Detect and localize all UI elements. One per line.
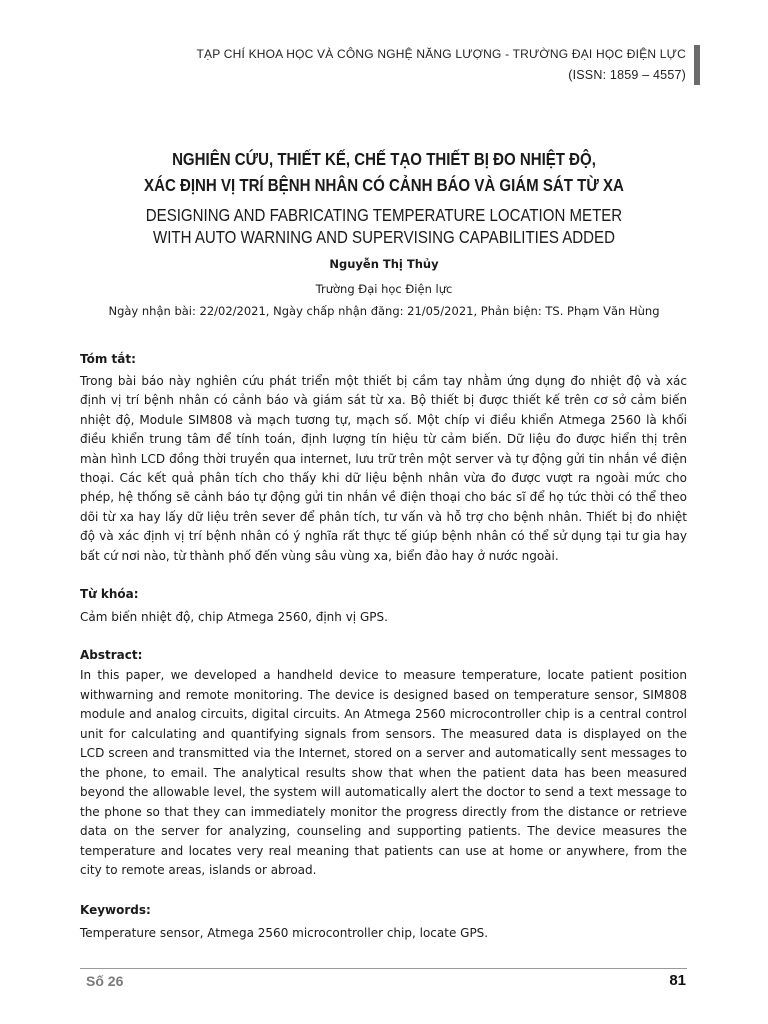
- summary-heading-vi: Tóm tắt:: [80, 352, 136, 366]
- title-vi-line1: NGHIÊN CỨU, THIẾT KẾ, CHẾ TẠO THIẾT BỊ ĐO NHIỆT ĐỘ,: [172, 149, 596, 169]
- journal-header: [197, 46, 686, 85]
- keywords-text-en: Temperature sensor, Atmega 2560 microcontroller chip, locate GPS.: [80, 926, 489, 940]
- footer-divider: [80, 968, 687, 969]
- keywords-heading-vi: Từ khóa:: [80, 587, 139, 601]
- title-en-line1: DESIGNING AND FABRICATING TEMPERATURE LOCATION METER: [145, 205, 623, 225]
- title-en-line2: WITH AUTO WARNING AND SUPERVISING CAPABILITIES ADDED: [153, 227, 615, 247]
- keywords-heading-en: Keywords:: [80, 903, 151, 917]
- abstract-section: [80, 646, 687, 881]
- page-number: 81: [669, 972, 686, 989]
- keywords-text-vi: Cảm biến nhiệt độ, chip Atmega 2560, định vị GPS.: [80, 610, 388, 624]
- submission-dates: Ngày nhận bài: 22/02/2021, Ngày chấp nhận đăng: 21/05/2021, Phản biện: TS. Phạm Văn Hùng: [108, 304, 660, 318]
- header-accent-bar: [694, 45, 700, 85]
- journal-issn: (ISSN: 1859 – 4557): [568, 68, 686, 82]
- abstract-text: In this paper, we developed a handheld device to measure temperature, locate patient position withwarning and remote monitoring. The device is designed based on temperature sensor, SIM808 module and analog circuits, digital circuits. An Atmega 2560 microcontroller chip is a central control unit for calculating and quantifying signals from sensors. The measured data is displayed on the LCD screen and transmitted via the Internet, stored on a server and automatically sent messages to the phone, to email. The analytical results show that when the patient data has been measured beyond the allowable level, the system will automatically alert the doctor to send a text message to the phone so that they can immediately monitor the progress directly from the distance or retrieve data on the server for analyzing, counseling and supporting patients. The device measures the temperature and locates very real meaning that patients can use at home or anywhere, from the city to remote areas, islands or abroad.: [80, 668, 687, 877]
- issue-number: Số 26: [86, 973, 124, 989]
- keywords-section-vi: [80, 585, 687, 627]
- keywords-section-en: [80, 901, 687, 943]
- summary-section-vi: [80, 350, 687, 566]
- author-name: Nguyễn Thị Thủy: [329, 257, 439, 271]
- author-affiliation: Trường Đại học Điện lực: [315, 282, 453, 296]
- title-english: [54, 204, 714, 248]
- abstract-heading: Abstract:: [80, 648, 143, 662]
- title-vietnamese: [54, 146, 714, 198]
- title-vi-line2: XÁC ĐỊNH VỊ TRÍ BỆNH NHÂN CÓ CẢNH BÁO VÀ GIÁM SÁT TỪ XA: [144, 175, 624, 195]
- summary-text-vi: Trong bài báo này nghiên cứu phát triển một thiết bị cầm tay nhằm ứng dụng đo nhiệt độ và xác định vị trí bệnh nhân có cảnh báo và giám sát từ xa. Bộ thiết bị được thiết kế trên cơ sở cảm biến nhiệt độ, Module SIM808 và mạch tương tự, mạch số. Một chíp vi điều khiển Atmega 2560 là khối điều khiển trung tâm để tính toán, định lượng tín hiệu từ cảm biến. Dữ liệu đo được hiển thị trên màn hình LCD đồng thời truyền qua internet, lưu trữ trên một server và tự động gửi tin nhắn về điện thoại. Các kết quả phân tích cho thấy khi dữ liệu bệnh nhân vừa đo được vượt ra ngoài mức cho phép, hệ thống sẽ cảnh báo tự động gửi tin nhắn về điện thoại cho bác sĩ để họ tức thời có thể theo dõi từ xa hay lấy dữ liệu trên sever để phân tích, tư vấn và hỗ trợ cho bệnh nhân. Thiết bị đo nhiệt độ và xác định vị trí bệnh nhân có ý nghĩa rất thực tế giúp bệnh nhân có thể sử dụng tại tư gia hay bất cứ nơi nào, từ thành phố đến vùng sâu vùng xa, biển đảo hay ở nước ngoài.: [80, 374, 687, 563]
- journal-name: TẠP CHÍ KHOA HỌC VÀ CÔNG NGHỆ NĂNG LƯỢNG - TRƯỜNG ĐẠI HỌC ĐIỆN LỰC: [196, 47, 686, 61]
